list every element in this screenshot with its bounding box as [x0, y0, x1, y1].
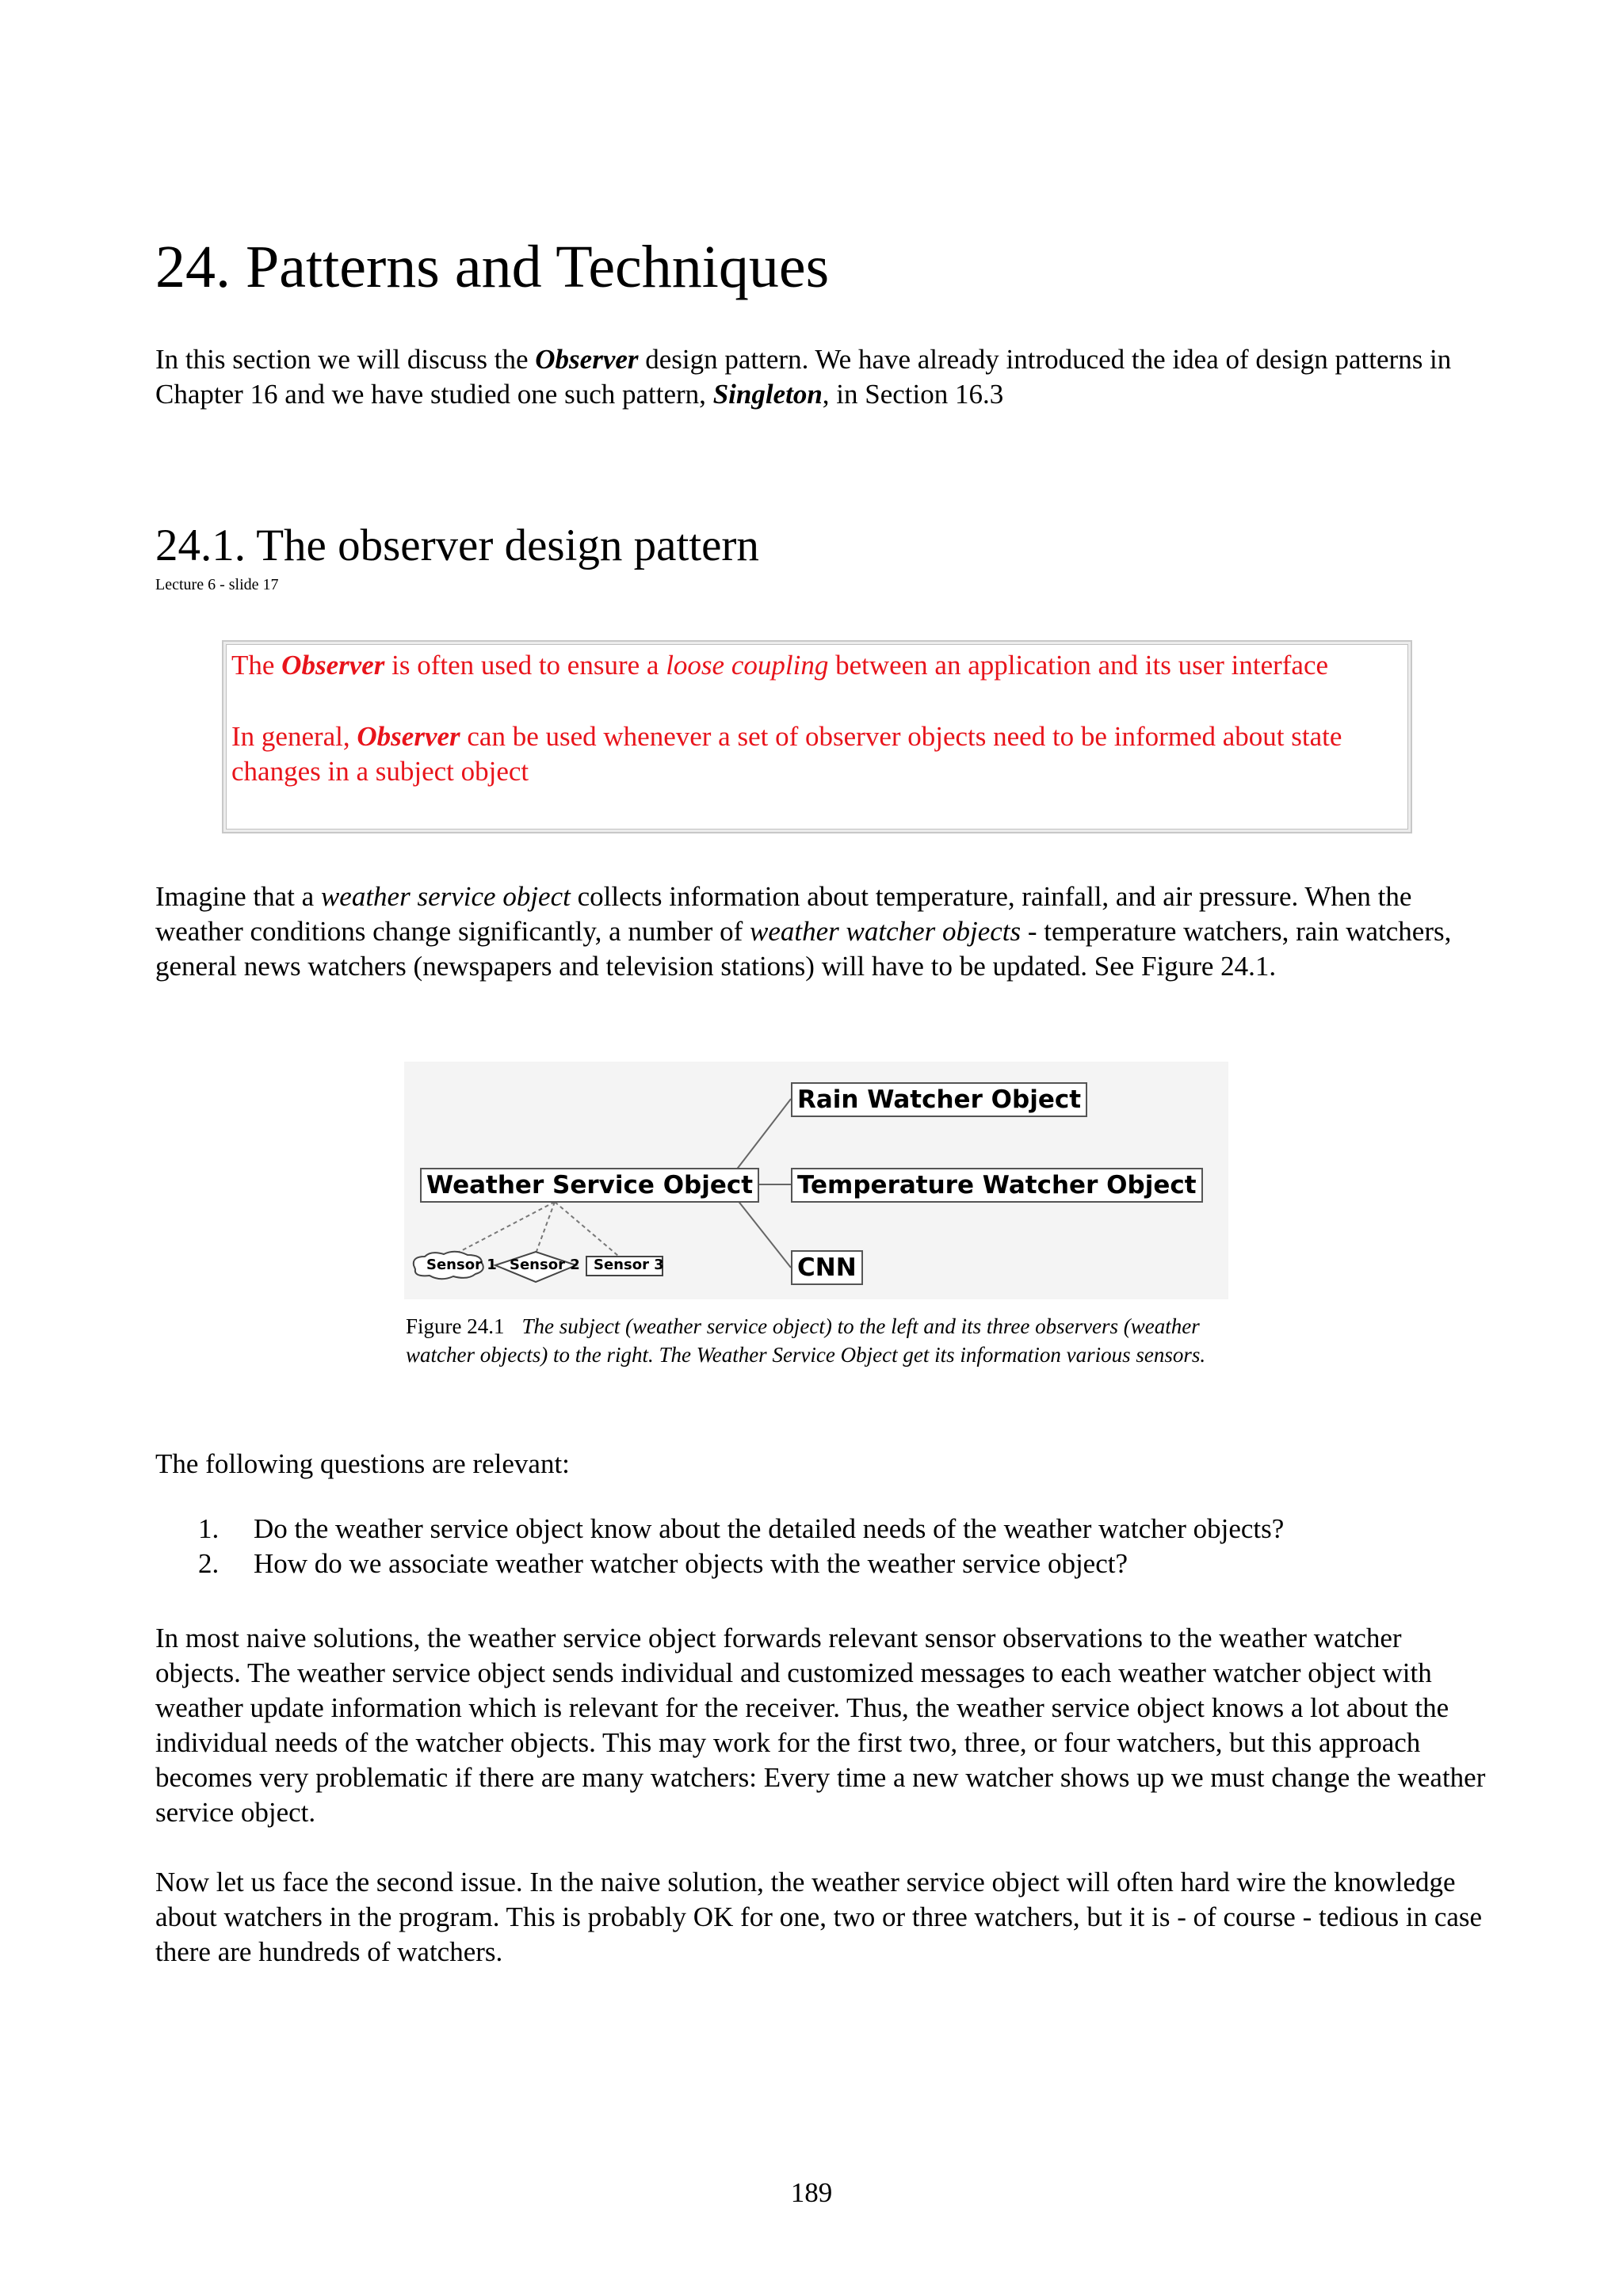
callout-box	[222, 640, 1412, 833]
list-item	[198, 1512, 1482, 1547]
callout-paragraph-2	[231, 719, 1403, 789]
connector-sensor-2	[535, 1202, 555, 1256]
intro-observer-term: Observer	[535, 344, 639, 375]
list-item-text: How do we associate weather watcher objects with the weather service object?	[254, 1548, 1128, 1579]
sensor-2-label: Sensor 2	[510, 1257, 580, 1273]
questions-intro: The following questions are relevant:	[155, 1448, 570, 1479]
list-item-number: 2.	[198, 1548, 220, 1579]
callout-p1-text-1: The	[231, 650, 282, 681]
para1-text-2: collects information about temperature, rainfall, and air pressure. When the weather conditions change significantly, a number of	[155, 881, 1412, 947]
callout-p2-text-2: can be used whenever a set of observer objects need to be informed about state changes in a subject object	[231, 721, 1342, 787]
para1-watcher-term: weather watcher objects	[750, 916, 1022, 947]
para1-text-3: - temperature watchers, rain watchers, general news watchers (newspapers and television stations) will have to be updated. See Figure 24.1.	[155, 916, 1452, 982]
list-item	[198, 1547, 1482, 1581]
page-number: 189	[790, 2177, 833, 2208]
figure-caption	[406, 1312, 1230, 1369]
naive-solution-paragraph: In most naive solutions, the weather service object forwards relevant sensor observations to the weather watcher objects. The weather service object sends individual and customized messages to each weather watcher object with weather update information which is relevant for the receiver. Thus, the weather service object knows a lot about the individual needs of the watcher objects. This may work for the first two, three, or four watchers, but this approach becomes very problematic if there are many watchers: Every time a new watcher shows up we must change the weather service object.	[155, 1623, 1486, 1828]
callout-paragraph-1	[231, 648, 1403, 683]
callout-p1-loose-coupling: loose coupling	[666, 650, 829, 681]
caption-label: Figure 24.1	[406, 1314, 505, 1338]
sensor-3-label: Sensor 3	[594, 1257, 664, 1273]
callout-p2-observer-term: Observer	[357, 721, 460, 752]
section-title: 24.1. The observer design pattern	[155, 521, 759, 570]
cnn-box: CNN	[791, 1250, 863, 1285]
weather-service-object-box: Weather Service Object	[420, 1168, 759, 1203]
rain-watcher-object-box: Rain Watcher Object	[791, 1082, 1087, 1117]
callout-p1-text-2: is often used to ensure a	[384, 650, 666, 681]
intro-paragraph	[155, 342, 1487, 412]
questions-list	[198, 1512, 1482, 1581]
second-issue-paragraph: Now let us face the second issue. In the naive solution, the weather service object will often hard wire the knowledge about watchers in the program. This is probably OK for one, two or three watchers, but it is - of course - tedious in case there are hundreds of watchers.	[155, 1867, 1483, 1967]
list-item-number: 1.	[198, 1513, 220, 1544]
caption-text: The subject (weather service object) to the left and its three observers (weather watcher objects) to the right. The Weather Service Object get its information various sensors.	[406, 1314, 1206, 1367]
chapter-title: 24. Patterns and Techniques	[155, 234, 830, 300]
connector-sensor-3	[555, 1202, 618, 1256]
intro-text-1: In this section we will discuss the	[155, 344, 536, 375]
intro-text-2: design pattern. We have already introduced the idea of design patterns in Chapter 16 and we have studied one such pattern,	[155, 344, 1452, 410]
slide-reference: Lecture 6 - slide 17	[155, 576, 279, 593]
callout-p1-observer-term: Observer	[281, 650, 385, 681]
para1-weather-service-term: weather service object	[320, 881, 571, 912]
figure-24-1	[404, 1062, 1228, 1299]
callout-p1-text-3: between an application and its user interface	[828, 650, 1329, 681]
intro-singleton-term: Singleton	[712, 379, 823, 410]
para1-text-1: Imagine that a	[155, 881, 321, 912]
weather-intro-paragraph	[155, 879, 1487, 984]
list-item-text: Do the weather service object know about the detailed needs of the weather watcher objects?	[254, 1513, 1285, 1544]
intro-text-3: , in Section 16.3	[822, 379, 1004, 410]
sensor-1-label: Sensor 1	[426, 1257, 497, 1273]
connector-sensor-1	[452, 1202, 555, 1256]
callout-p2-text-1: In general,	[231, 721, 357, 752]
temperature-watcher-object-box: Temperature Watcher Object	[791, 1168, 1203, 1203]
